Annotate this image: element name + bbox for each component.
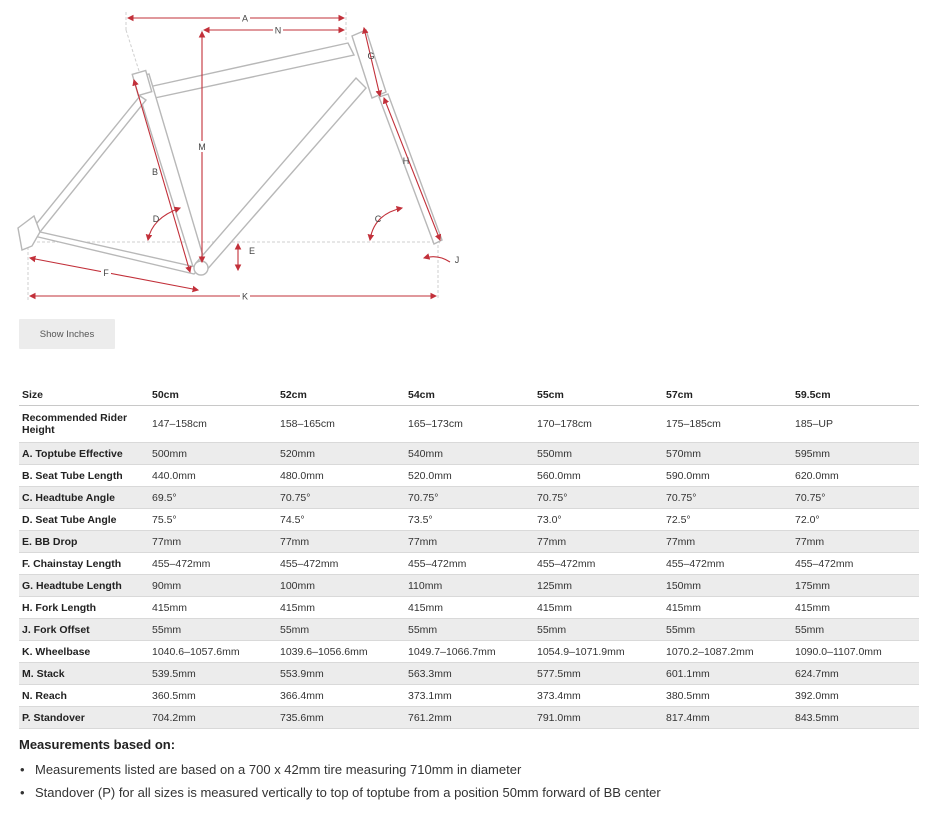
dim-label-n: N [274,25,282,36]
notes-item [20,781,919,804]
row-label: E. BB Drop [19,531,149,553]
table-row [19,406,919,443]
table-cell: 55mm [663,619,792,641]
table-cell: 1039.6–1056.6mm [277,641,405,663]
size-header-row [19,384,919,406]
table-cell: 380.5mm [663,685,792,707]
table-cell: 455–472mm [405,553,534,575]
table-cell: 90mm [149,575,277,597]
bullet-icon: • [20,762,25,777]
table-cell: 601.1mm [663,663,792,685]
table-cell: 455–472mm [792,553,919,575]
row-label: D. Seat Tube Angle [19,509,149,531]
table-cell: 415mm [277,597,405,619]
table-row [19,553,919,575]
table-cell: 175–185cm [663,406,792,443]
table-cell: 539.5mm [149,663,277,685]
table-cell: 624.7mm [792,663,919,685]
table-cell: 77mm [277,531,405,553]
table-cell: 817.4mm [663,707,792,729]
notes-item-text: Measurements listed are based on a 700 x 42mm tire measuring 710mm in diameter [35,762,522,777]
dim-label-d: D [152,214,160,224]
table-cell: 563.3mm [405,663,534,685]
table-cell: 55mm [534,619,663,641]
row-label: K. Wheelbase [19,641,149,663]
table-cell: 170–178cm [534,406,663,443]
table-row [19,443,919,465]
table-cell: 165–173cm [405,406,534,443]
table-cell: 480.0mm [277,465,405,487]
measurement-notes [19,737,919,804]
table-cell: 70.75° [534,487,663,509]
table-row [19,487,919,509]
table-cell: 553.9mm [277,663,405,685]
table-cell: 455–472mm [149,553,277,575]
table-cell: 366.4mm [277,685,405,707]
row-label: B. Seat Tube Length [19,465,149,487]
table-cell: 1090.0–1107.0mm [792,641,919,663]
table-cell: 1054.9–1071.9mm [534,641,663,663]
size-column-header: 52cm [277,384,405,406]
table-cell: 360.5mm [149,685,277,707]
table-cell: 550mm [534,443,663,465]
row-label: H. Fork Length [19,597,149,619]
dim-label-g: G [367,51,375,61]
dim-label-e: E [248,246,256,256]
table-cell: 72.0° [792,509,919,531]
table-cell: 415mm [405,597,534,619]
dim-label-j: J [454,255,460,265]
table-cell: 69.5° [149,487,277,509]
geometry-table [19,384,919,729]
dim-label-c: C [374,214,382,224]
table-cell: 147–158cm [149,406,277,443]
notes-item [20,758,919,781]
table-cell: 570mm [663,443,792,465]
size-column-header: 54cm [405,384,534,406]
table-cell: 595mm [792,443,919,465]
table-cell: 455–472mm [534,553,663,575]
table-cell: 1070.2–1087.2mm [663,641,792,663]
table-row [19,575,919,597]
table-row [19,619,919,641]
table-cell: 455–472mm [663,553,792,575]
table-cell: 185–UP [792,406,919,443]
dim-label-h: H [402,156,410,166]
table-cell: 761.2mm [405,707,534,729]
table-cell: 455–472mm [277,553,405,575]
size-column-header: 50cm [149,384,277,406]
dim-label-k: K [241,291,249,302]
dim-label-f: F [103,268,109,278]
table-row [19,597,919,619]
size-header: Size [19,384,149,406]
notes-list [19,758,919,804]
table-row [19,465,919,487]
table-cell: 158–165cm [277,406,405,443]
bullet-icon: • [20,785,25,800]
table-cell: 73.5° [405,509,534,531]
row-label: F. Chainstay Length [19,553,149,575]
row-label: G. Headtube Length [19,575,149,597]
table-cell: 735.6mm [277,707,405,729]
table-cell: 75.5° [149,509,277,531]
size-column-header: 57cm [663,384,792,406]
show-inches-button[interactable]: Show Inches [19,319,115,349]
table-cell: 175mm [792,575,919,597]
guide-lines [28,12,440,300]
table-cell: 110mm [405,575,534,597]
table-cell: 520.0mm [405,465,534,487]
table-cell: 540mm [405,443,534,465]
geometry-diagram [0,0,480,310]
dim-label-b: B [151,167,159,177]
table-cell: 500mm [149,443,277,465]
table-cell: 704.2mm [149,707,277,729]
table-cell: 70.75° [792,487,919,509]
table-row [19,509,919,531]
row-label: P. Standover [19,707,149,729]
table-cell: 560.0mm [534,465,663,487]
table-cell: 125mm [534,575,663,597]
table-cell: 77mm [149,531,277,553]
table-cell: 392.0mm [792,685,919,707]
row-label: A. Toptube Effective [19,443,149,465]
table-cell: 440.0mm [149,465,277,487]
notes-item-text: Standover (P) for all sizes is measured vertically to top of toptube from a position 50mm forward of BB center [35,785,661,800]
table-cell: 520mm [277,443,405,465]
table-cell: 590.0mm [663,465,792,487]
table-row [19,707,919,729]
table-cell: 150mm [663,575,792,597]
table-cell: 373.1mm [405,685,534,707]
table-cell: 70.75° [405,487,534,509]
table-cell: 1040.6–1057.6mm [149,641,277,663]
table-row [19,531,919,553]
size-column-header: 55cm [534,384,663,406]
table-cell: 415mm [149,597,277,619]
size-column-header: 59.5cm [792,384,919,406]
table-cell: 1049.7–1066.7mm [405,641,534,663]
notes-title: Measurements based on: [19,737,176,752]
row-label: M. Stack [19,663,149,685]
table-row [19,685,919,707]
table-cell: 77mm [405,531,534,553]
table-cell: 77mm [792,531,919,553]
table-cell: 77mm [534,531,663,553]
table-cell: 72.5° [663,509,792,531]
table-cell: 415mm [792,597,919,619]
table-cell: 415mm [534,597,663,619]
dim-label-a: A [241,13,249,24]
table-cell: 100mm [277,575,405,597]
table-cell: 620.0mm [792,465,919,487]
table-cell: 577.5mm [534,663,663,685]
row-label: N. Reach [19,685,149,707]
row-label: C. Headtube Angle [19,487,149,509]
table-cell: 415mm [663,597,792,619]
table-row [19,641,919,663]
table-cell: 791.0mm [534,707,663,729]
table-cell: 55mm [277,619,405,641]
table-cell: 73.0° [534,509,663,531]
table-cell: 70.75° [277,487,405,509]
table-cell: 55mm [405,619,534,641]
table-cell: 55mm [792,619,919,641]
table-cell: 843.5mm [792,707,919,729]
bike-frame [18,30,442,275]
table-cell: 55mm [149,619,277,641]
row-label: J. Fork Offset [19,619,149,641]
table-row [19,663,919,685]
row-label: Recommended Rider Height [19,406,149,443]
dim-label-m: M [198,142,206,152]
table-cell: 74.5° [277,509,405,531]
table-cell: 373.4mm [534,685,663,707]
table-cell: 70.75° [663,487,792,509]
table-cell: 77mm [663,531,792,553]
